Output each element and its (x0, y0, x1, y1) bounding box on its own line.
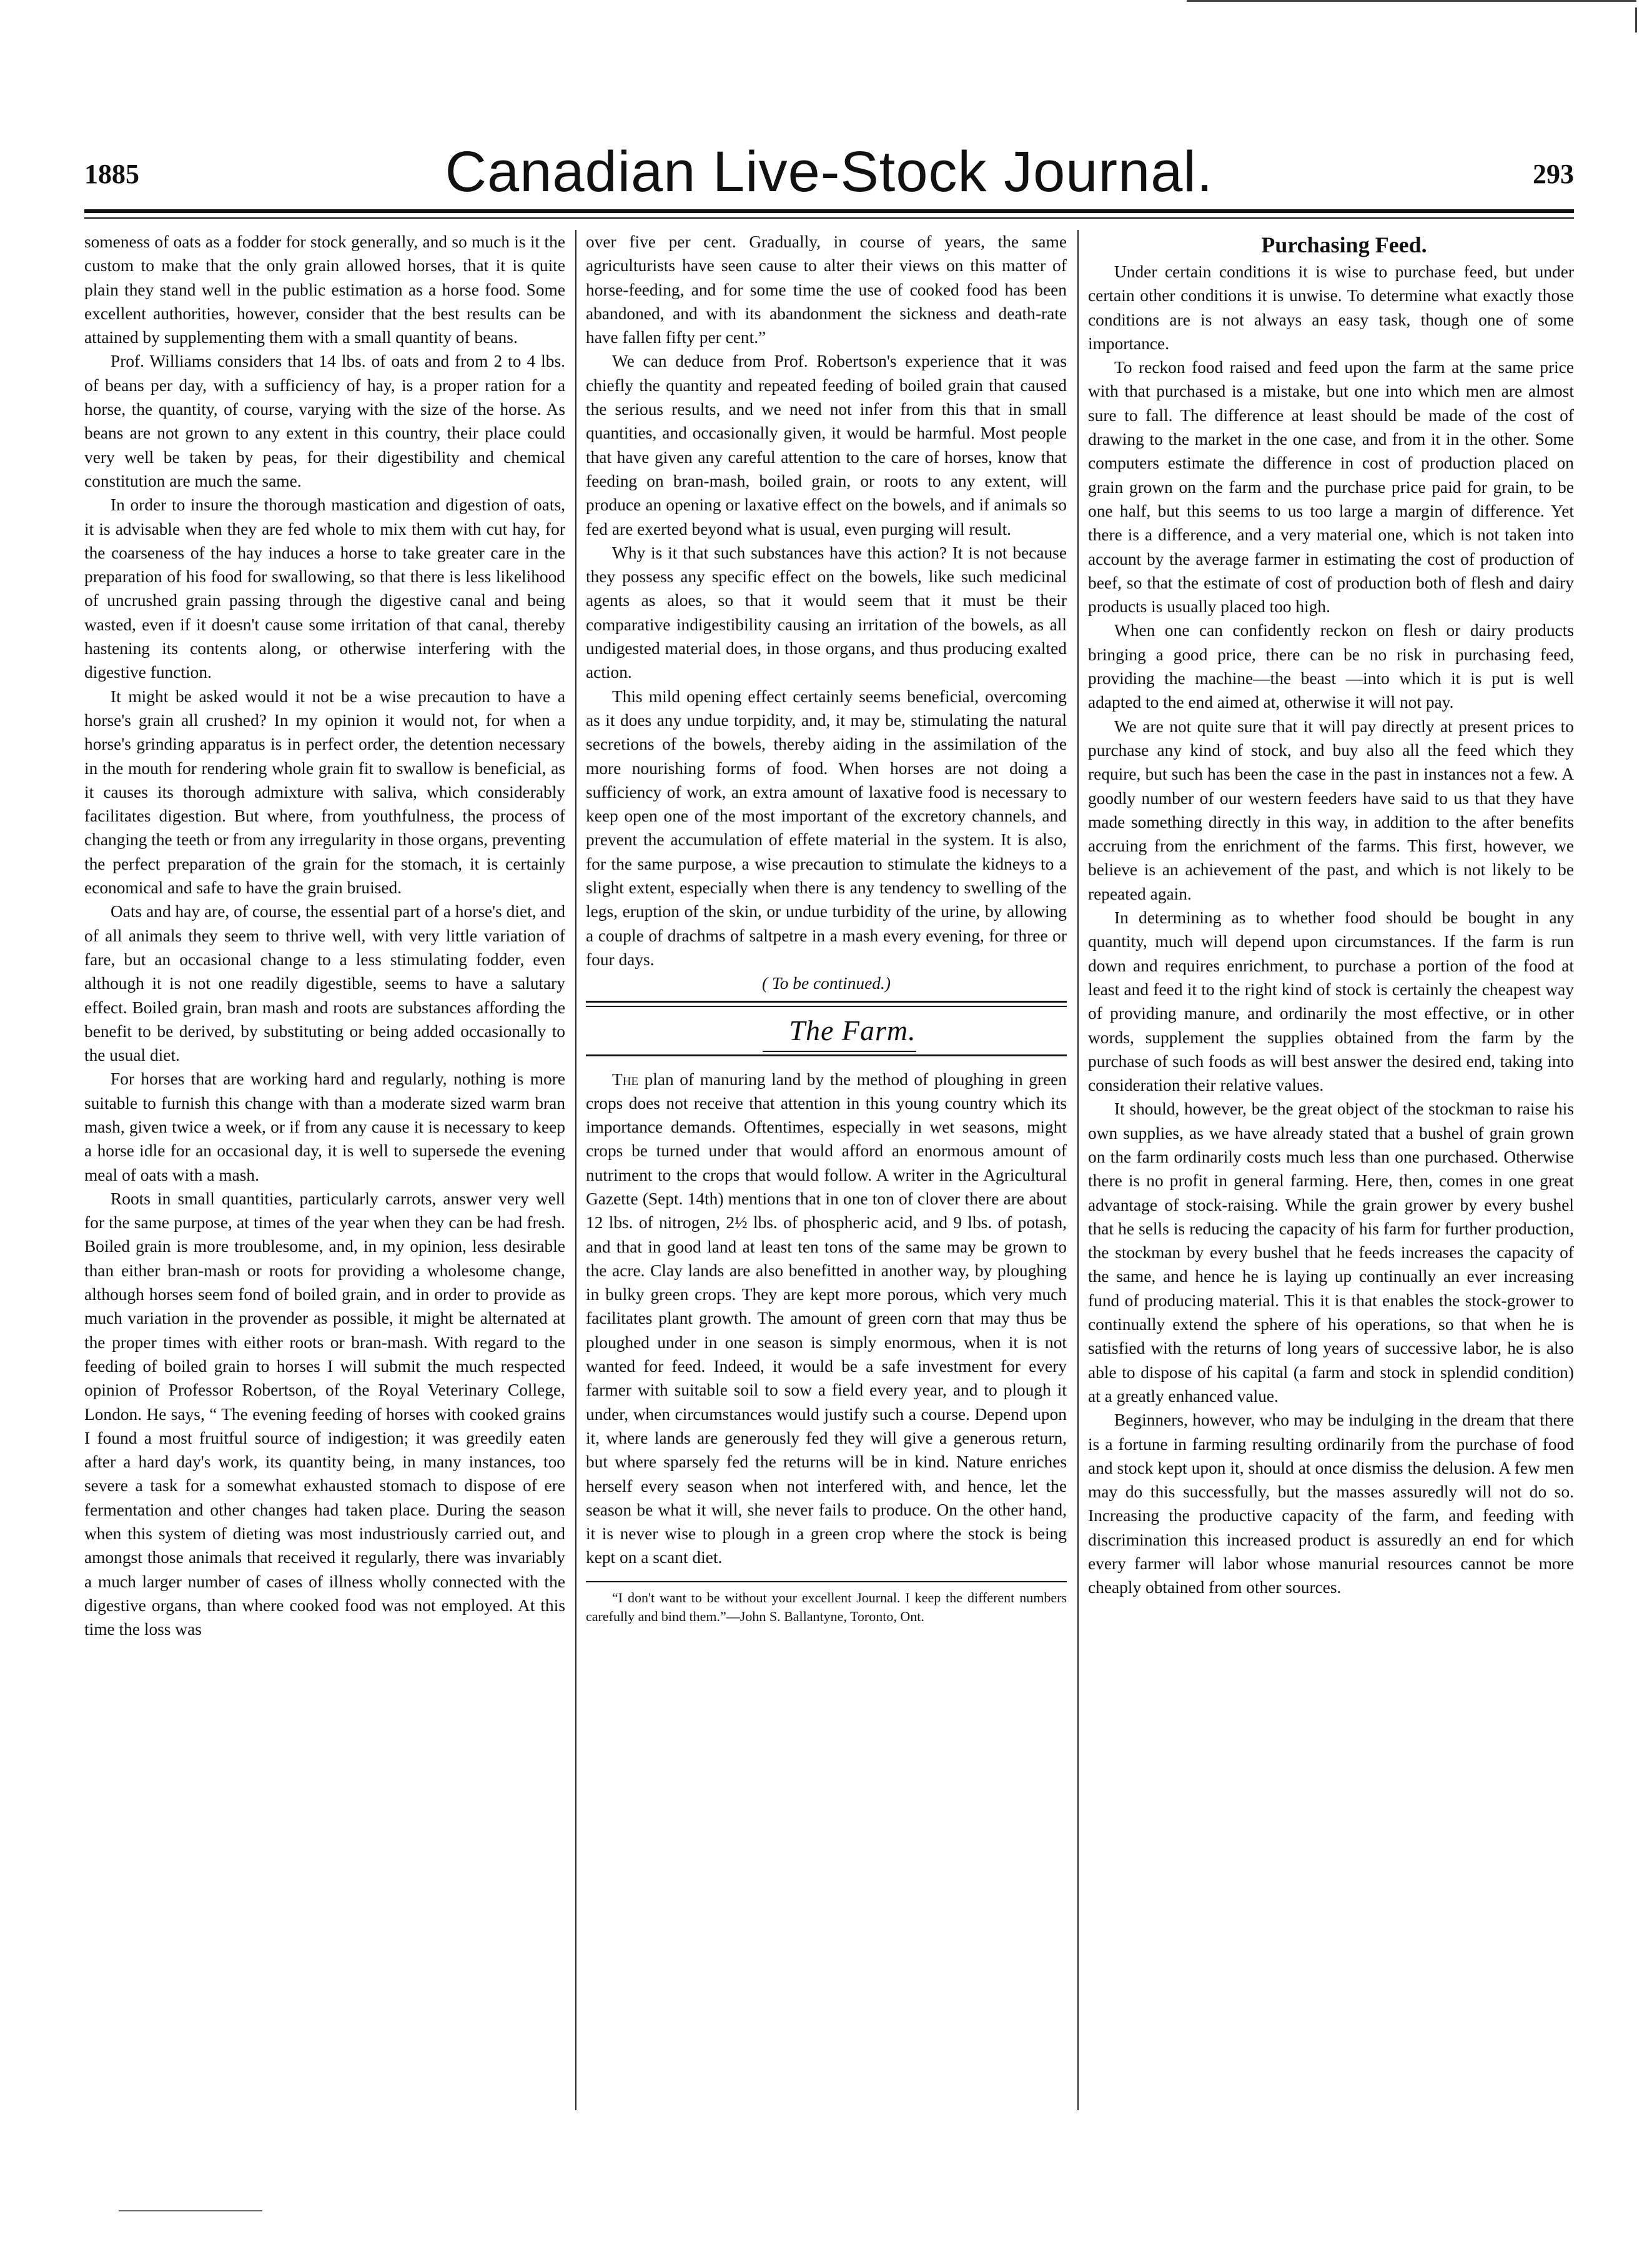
testimonial-footnote: “I don't want to be without your excellent Journal. I keep the different numbers carefully and bind them.”—John S. Ballantyne, Toronto, Ont. (586, 1589, 1067, 1624)
journal-title: Canadian Live-Stock Journal. (445, 140, 1214, 204)
column-divider-2 (1077, 230, 1079, 2110)
paragraph: Why is it that such substances have this action? It is not because they possess any specific effect on the bowels, like such medicinal agents as aloes, so that it would seem that it must be their comparative indigestibility causing an irritation of the bowels, as all undigested material does, in those organs, and thus producing exalted action. (586, 543, 1067, 682)
scan-edge-mark (1187, 0, 1636, 13)
column-divider-1 (575, 230, 576, 2110)
section-title-rule (586, 1054, 1067, 1056)
scan-edge-tick (1635, 7, 1637, 32)
scan-bottom-marks (0, 2111, 1652, 2252)
section-title (586, 1011, 1067, 1052)
header-rule-thick (84, 209, 1574, 213)
paragraph: someness of oats as a fodder for stock generally, and so much is it the custom to make that the only grain allowed horses, that it is quite plain they stand well in the public estimation as a horse food. Some excellent authorities, however, consider that the best results can be attained by supplementing them with a small quantity of beans. (84, 232, 565, 347)
page-header (84, 128, 1574, 203)
paragraph: It should, however, be the great object of the stockman to raise his own supplies, as we have already stated that a bushel of grain grown on the farm ordinarily costs much less than one purchased. Otherwise there is no profit in general farming. Here, then, comes in one great advantage of stock-raising. While the grain grower by every bushel that he sells is reducing the capacity of his farm for further production, the stockman by every bushel that he feeds increases the capacity of the same, and hence he is laying up continually an ever increasing fund of producing material. This it is that enables the stock-grower to continually extend the sphere of his operations, so that when he is satisfied with the returns of long years of successive labor, he is also able to dispose of his capital (a farm and stock in splendid condition) at a greatly enhanced value. (1088, 1099, 1574, 1406)
section-divider (586, 1001, 1067, 1007)
section-title-text: The Farm. (763, 1011, 916, 1052)
scan-bottom-line (119, 2210, 262, 2211)
lead-word: The (612, 1069, 639, 1089)
column-3 (1088, 230, 1574, 1600)
column-1 (84, 230, 565, 1642)
to-be-continued: ( To be continued.) (762, 974, 891, 993)
paragraph: We are not quite sure that it will pay directly at present prices to purchase any kind of stock, and buy also all the feed which they require, but such has been the case in the past in instances not a few. A goodly number of our western feeders have said to us that they have made something directly in this way, in addition to the after benefits accruing from the enrichment of the farms. This first, however, we believe is an achievement of the past, and which is not likely to be repeated again. (1088, 717, 1574, 903)
paragraph-text: plan of manuring land by the method of ploughing in green crops does not receive that attention in this young country which its importance demands. Oftentimes, especially in wet seasons, might crops be turned under that would afford an enormous amount of nutriment to the crops that would follow. A writer in the Agricultural Gazette (Sept. 14th) mentions that in one ton of clover there are about 12 lbs. of nitrogen, 2½ lbs. of phospheric acid, and 9 lbs. of potash, and that in good land at least ten tons of the same may be grown to the acre. Clay lands are also benefitted in another way, by ploughing in bulky green crops. They are kept more porous, which very much facilitates plant growth. The amount of green corn that may thus be ploughed under in one season is simply enormous, when it is not wanted for feed. Indeed, it would be a safe investment for every farmer with suitable soil to sow a field every year, and to plough it under, when circumstances would justify such a course. Depend upon it, where lands are generously fed they will give a generous return, but where sparsely fed the returns will be in kind. Nature enriches herself every season when not interfered with, and hence, let the season be what it will, she never fails to produce. On the other hand, it is never wise to plough in a green crop where the stock is being kept on a scant diet. (586, 1069, 1067, 1567)
paragraph: over five per cent. Gradually, in course of years, the same agriculturists have seen cause to alter their views on this matter of horse-feeding, and for some time the use of cooked food has been abandoned, and with its abandonment the sickness and death-rate have fallen fifty per cent.” (586, 232, 1067, 347)
header-rule-thin (84, 217, 1574, 219)
paragraph: Roots in small quantities, particularly carrots, answer very well for the same purpose, at times of the year when they can be had fresh. Boiled grain is more troublesome, and, in my opinion, less desirable than either bran-mash or roots for providing a wholesome change, although horses seem fond of boiled grain, and in order to provide as much variation in the provender as possible, it might be alternated at the proper times with either roots or bran-mash. With regard to the feeding of boiled grain to horses I will submit the much respected opinion of Professor Robertson, of the Royal Veterinary College, London. He says, “ The evening feeding of horses with cooked grains I found a most fruitful source of indigestion; it was greedily eaten after a hard day's work, its quantity being, in many instances, too severe a task for a somewhat exhausted stomach to dispose of ere fermentation and other changes had taken place. During the season when this system of dieting was most industriously carried out, and amongst those animals that received it regularly, there was invariably a much larger number of cases of illness wholly connected with the digestive organs, than where cooked food was not employed. At this time the loss was (84, 1189, 565, 1639)
column-2 (586, 230, 1067, 1626)
paragraph: Oats and hay are, of course, the essential part of a horse's diet, and of all animals they seem to thrive well, with very little variation of fare, but an occasional change to a less stimulating fodder, even although it is not one readily digestible, seems to have a salutary effect. Boiled grain, bran mash and roots are substances affording the benefit to be derived, by substituting or being added occasionally to the usual diet. (84, 902, 565, 1065)
paragraph: For horses that are working hard and regularly, nothing is more suitable to furnish this change with than a moderate sized warm bran mash, given twice a week, or if from any cause it is necessary to keep a horse idle for an occasional day, it is well to supersede the evening meal of oats with a mash. (84, 1069, 565, 1184)
footnote-rule (586, 1581, 1067, 1582)
paragraph: In determining as to whether food should be bought in any quantity, much will depend upon circumstances. If the farm is run down and requires enrichment, to purchase a portion of the food at least and feed it to the right kind of stock is certainly the cheapest way of providing manure, and ordinarily the most effective, or in other words, supplement the supplies obtained from the farm by the purchase of such foods as will best answer the desired end, taking into consideration their relative values. (1088, 908, 1574, 1095)
paragraph (586, 1068, 1067, 1570)
paragraph: This mild opening effect certainly seems beneficial, overcoming as it does any undue torpidity, and, it may be, stimulating the natural secretions of the bowels, thereby aiding in the assimilation of the more nourishing forms of food. When horses are not doing a sufficiency of work, an extra amount of laxative food is necessary to keep open one of the most important of the excretory channels, and prevent the accumulation of effete material in the system. It is also, for the same purpose, a wise precaution to stimulate the kidneys to a slight extent, especially when there is any tendency to swelling of the legs, eruption of the skin, or undue turbidity of the urine, by allowing a couple of drachms of saltpetre in a mash every evening, for three or four days. (586, 687, 1067, 969)
paragraph: Beginners, however, who may be indulging in the dream that there is a fortune in farming resulting ordinarily from the purchase of food and stock kept upon it, should at once dismiss the delusion. A few men may do this successfully, but the masses assuredly will not do so. Increasing the productive capacity of the farm, and feeding with discrimination this increased product is assuredly an end for which every farmer will labor whose manurial resources cannot be more cheaply obtained from other sources. (1088, 1411, 1574, 1597)
paragraph: To reckon food raised and feed upon the farm at the same price with that purchased is a mistake, but one into which men are almost sure to fall. The difference at least should be made of the cost of drawing to the market in the one case, and from it in the other. Some computers estimate the difference in cost of production placed on grain grown on the farm and the purchase price paid for grain, to be one half, but this seems to us too large a margin of difference. Yet there is a difference, and a very material one, which is not taken into account by the average farmer in estimating the cost of production of beef, so that the estimate of cost of production both of flesh and dairy products is usually placed too high. (1088, 358, 1574, 617)
paragraph: We can deduce from Prof. Robertson's experience that it was chiefly the quantity and repeated feeding of boiled grain that caused the serious results, and we need not infer from this that in small quantities, and occasionally given, it would be harmful. Most people that have given any careful attention to the care of horses, know that feeding on bran-mash, boiled grain, or roots to any extent, will produce an opening or laxative effect on the bowels, and if animals so fed are exerted beyond what is usual, even purging will result. (586, 352, 1067, 538)
paragraph: When one can confidently reckon on flesh or dairy products bringing a good price, there can be no risk in purchasing feed, providing the machine—the beast —into which it is put is well adapted to the end aimed at, otherwise it will not pay. (1088, 621, 1574, 712)
paragraph: Under certain conditions it is wise to purchase feed, but under certain other conditions it is unwise. To determine what exactly those conditions are is not always an easy task, though one of some importance. (1088, 262, 1574, 353)
paragraph: In order to insure the thorough mastication and digestion of oats, it is advisable when they are fed whole to mix them with cut hay, for the coarseness of the hay induces a horse to take greater care in the preparation of his food for swallowing, so that there is less likelihood of uncrushed grain passing through the digestive canal and being wasted, even if it doesn't cause some irritation of that canal, thereby hastening its contents along, or otherwise interfering with the digestive function. (84, 495, 565, 682)
header-year: 1885 (84, 159, 139, 189)
article-heading: Purchasing Feed. (1261, 232, 1427, 257)
paragraph: Prof. Williams considers that 14 lbs. of oats and from 2 to 4 lbs. of beans per day, with a sufficiency of hay, is a proper ration for a horse, the quantity, of course, varying with the size of the horse. As beans are not grown to any extent in this country, their place could very well be taken by peas, for their digestibility and chemical constitution are much the same. (84, 352, 565, 490)
paragraph: It might be asked would it not be a wise precaution to have a horse's grain all crushed? In my opinion it would not, for when a horse's grinding apparatus is in perfect order, the detention necessary in the mouth for rendering whole grain fit to swallow is beneficial, as it causes its thorough admixture with saliva, which considerably facilitates digestion. But where, from youthfulness, the process of changing the teeth or from any irregularity in those organs, preventing the perfect preparation of the grain for the stomach, it is certainly economical and safe to have the grain bruised. (84, 687, 566, 898)
page-number: 293 (1533, 159, 1574, 189)
